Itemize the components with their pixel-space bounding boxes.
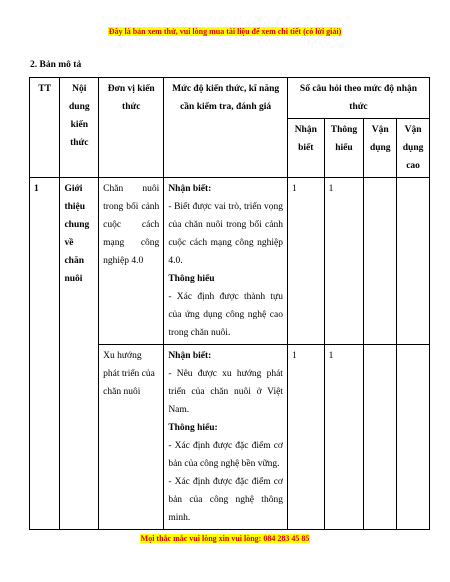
understand-label: Thông hiểu bbox=[168, 274, 215, 284]
row-apply-high-count bbox=[397, 345, 430, 530]
row-tt: 1 bbox=[30, 178, 60, 530]
col-header-tt: TT bbox=[30, 78, 60, 178]
row-understand-count: 1 bbox=[324, 178, 364, 345]
understand-text: - Xác định được đặc điểm cơ bản của công nghệ bền vững. bbox=[168, 441, 283, 469]
row-unit: Xu hướng phát triển của chăn nuôi bbox=[99, 345, 164, 530]
contact-text: Mọi thắc mắc vui lòng xin vui lòng: 084 283 45 85 bbox=[140, 534, 310, 543]
row-understand-count: 1 bbox=[324, 345, 364, 530]
section-title: 2. Bản mô tả bbox=[30, 60, 82, 70]
col-header-level: Mức độ kiến thức, kĩ năng cần kiểm tra, đánh giá bbox=[164, 78, 288, 178]
col-header-apply: Vận dụng bbox=[364, 119, 397, 178]
table-row bbox=[30, 178, 430, 345]
row-level-cell bbox=[164, 178, 288, 345]
understand-text: - Xác định được đặc điểm cơ bản của công nghệ thông minh. bbox=[168, 477, 283, 523]
col-header-content: Nội dung kiến thức bbox=[60, 78, 99, 178]
row-recognize-count: 1 bbox=[287, 345, 324, 530]
row-apply-count bbox=[364, 345, 397, 530]
understand-label: Thông hiểu: bbox=[168, 423, 218, 433]
col-header-unit: Đơn vị kiến thức bbox=[99, 78, 164, 178]
col-header-understand: Thông hiểu bbox=[324, 119, 364, 178]
col-header-apply-high: Vận dụng cao bbox=[397, 119, 430, 178]
col-header-recognize: Nhận biết bbox=[287, 119, 324, 178]
table-header-row bbox=[30, 78, 430, 119]
spec-table bbox=[29, 77, 430, 530]
col-header-question-count: Số câu hỏi theo mức độ nhận thức bbox=[287, 78, 429, 119]
contact-banner bbox=[0, 534, 450, 543]
row-apply-high-count bbox=[397, 178, 430, 345]
recognize-label: Nhận biết: bbox=[168, 351, 212, 361]
row-level-cell bbox=[164, 345, 288, 530]
row-recognize-count: 1 bbox=[287, 178, 324, 345]
recognize-text: - Nêu được xu hướng phát triển của chăn nuôi ở Việt Nam. bbox=[168, 369, 283, 415]
recognize-label: Nhận biết: bbox=[168, 184, 212, 194]
row-unit: Chăn nuôi trong bối cảnh cuộc cách mạng công nghiệp 4.0 bbox=[99, 178, 164, 345]
preview-notice-text: Đây là bản xem thử, vui lòng mua tài liệu để xem chi tiết (có lời giải) bbox=[108, 27, 342, 36]
preview-notice-banner bbox=[0, 27, 450, 36]
recognize-text: - Biết được vai trò, triển vọng của chăn nuôi trong bối cảnh cuộc cách mạng công nghiệp 4.0. bbox=[168, 202, 283, 266]
understand-text: - Xác định được thành tựu của ứng dụng công nghệ cao trong chăn nuôi. bbox=[168, 292, 283, 338]
row-content: Giới thiệu chung về chăn nuôi bbox=[60, 178, 99, 530]
row-apply-count bbox=[364, 178, 397, 345]
